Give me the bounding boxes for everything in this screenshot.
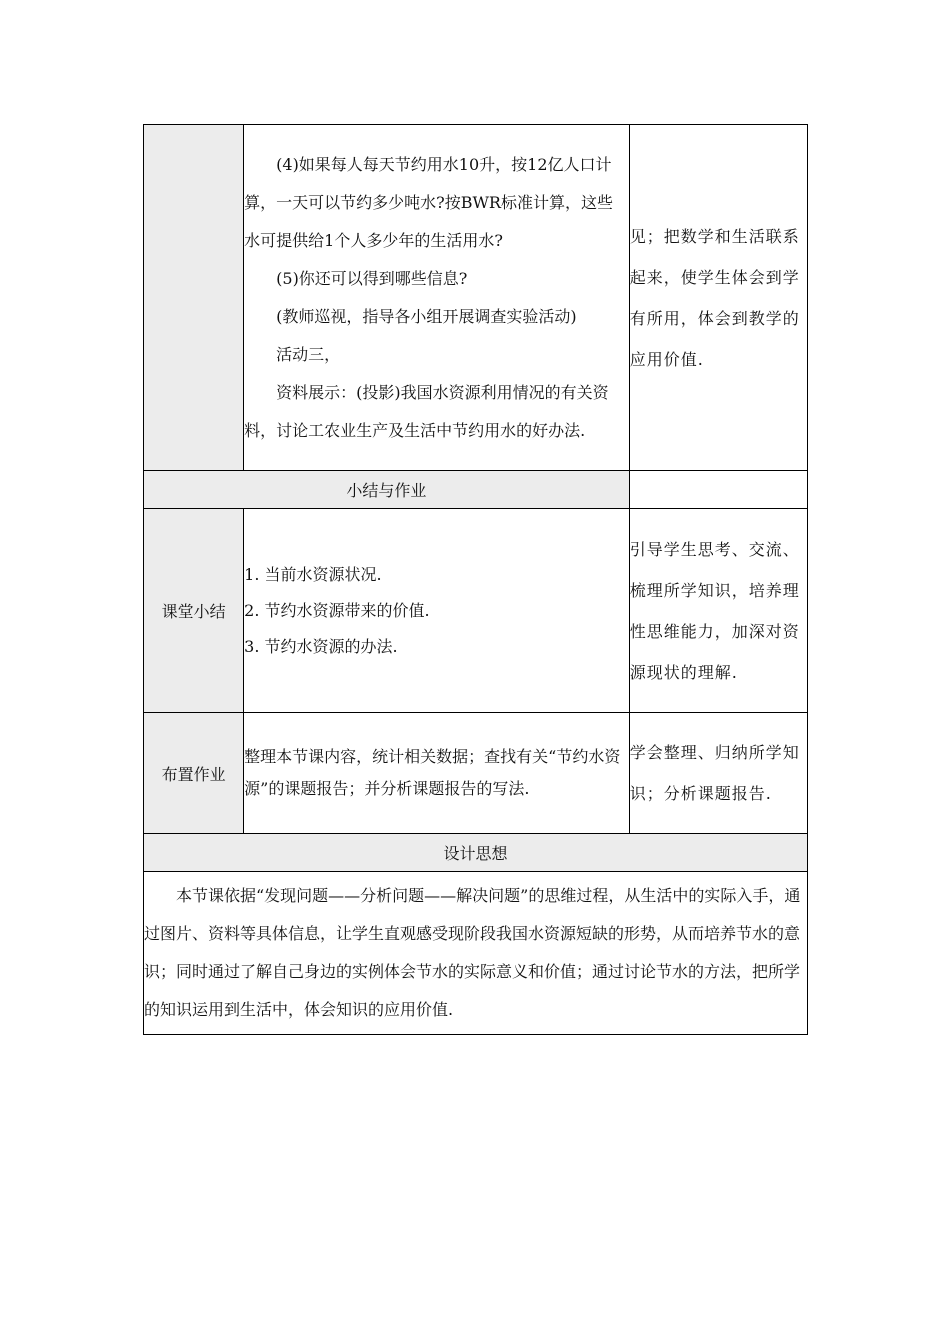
design-header-row (144, 834, 808, 872)
summary-header-row (144, 471, 808, 509)
summary-header-empty-cell (629, 471, 807, 509)
activity-label-cell (144, 125, 244, 471)
homework-content: 整理本节课内容，统计相关数据；查找有关“节约水资源”的课题报告；并分析课题报告的写法. (244, 713, 630, 834)
activity-design-note: 见；把数学和生活联系起来，使学生体会到学有所用，体会到教学的应用价值. (629, 125, 807, 471)
list-item: 3. 节约水资源的办法. (244, 636, 398, 656)
activity-paragraph: (5)你还可以得到哪些信息? (276, 268, 468, 288)
class-summary-row (144, 509, 808, 713)
activity-row (144, 125, 808, 471)
homework-note: 学会整理、归纳所学知识；分析课题报告. (629, 713, 807, 834)
activity-paragraph: 资料展示：(投影)我国水资源利用情况的有关资料，讨论工农业生产及生活中节约用水的好办法. (244, 382, 609, 440)
summary-header: 小结与作业 (144, 471, 630, 509)
activity-content-cell (244, 125, 630, 471)
design-text: 本节课依据“发现问题——分析问题——解决问题”的思维过程，从生活中的实际入手，通过图片、资料等具体信息，让学生直观感受现阶段我国水资源短缺的形势，从而培养节水的意识；同时通过了解自己身边的实例体会节水的实际意义和价值；通过讨论节水的方法，把所学的知识运用到生活中，体会知识的应用价值. (144, 872, 808, 1035)
class-summary-list (244, 509, 630, 713)
design-header: 设计思想 (144, 834, 808, 872)
activity-paragraph: 活动三， (276, 344, 341, 364)
class-summary-note: 引导学生思考、交流、梳理所学知识，培养理性思维能力，加深对资源现状的理解. (629, 509, 807, 713)
list-item: 1. 当前水资源状况. (244, 564, 382, 584)
list-item: 2. 节约水资源带来的价值. (244, 600, 430, 620)
class-summary-label: 课堂小结 (144, 509, 244, 713)
homework-row (144, 713, 808, 834)
lesson-plan-table (143, 124, 808, 1035)
homework-label: 布置作业 (144, 713, 244, 834)
activity-paragraph: (4)如果每人每天节约用水10升，按12亿人口计算，一天可以节约多少吨水?按BWR标准计算，这些水可提供给1个人多少年的生活用水? (244, 154, 613, 250)
design-text-row (144, 872, 808, 1035)
activity-paragraph: (教师巡视，指导各小组开展调查实验活动) (276, 306, 577, 326)
